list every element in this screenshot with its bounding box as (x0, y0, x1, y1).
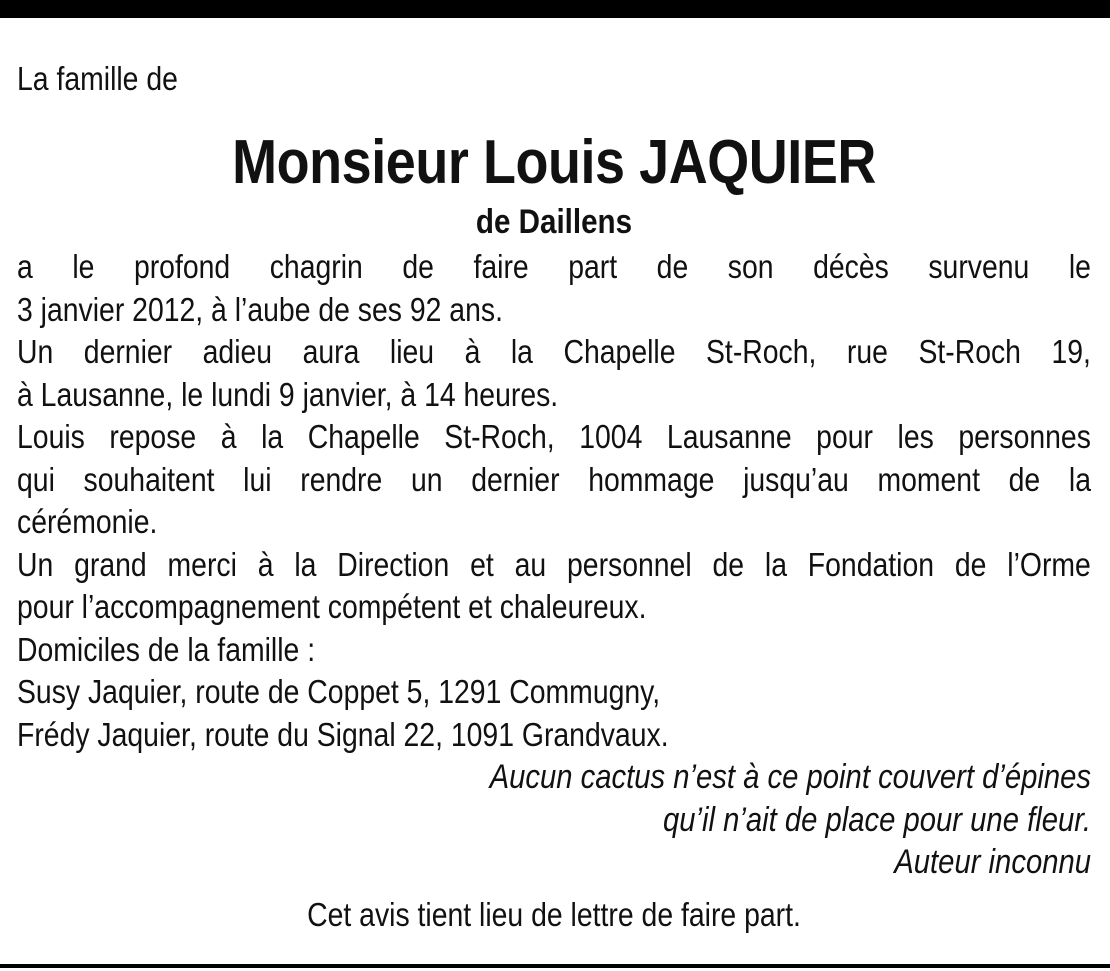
word: un (410, 460, 443, 498)
word: les (897, 418, 934, 455)
word: Direction (337, 545, 450, 583)
word: Un (17, 545, 54, 583)
quote-line: qu’il n’ait de place pour une fleur. (662, 800, 1091, 839)
paragraph-line: cérémonie. (17, 503, 158, 540)
quote-author: Auteur inconnu (894, 843, 1091, 881)
word: Chapelle (307, 418, 420, 455)
word: repose (109, 418, 197, 455)
word: de (954, 545, 987, 583)
word: Lausanne (666, 418, 792, 455)
deceased-origin: de Daillens (475, 203, 633, 241)
word: de (1008, 460, 1041, 498)
word: qui (17, 460, 55, 498)
word: St-Roch (918, 333, 1021, 370)
word: part (568, 248, 618, 285)
word: pour (816, 418, 873, 455)
word: 1004 (579, 418, 643, 455)
word: décès (813, 248, 889, 285)
word: faire (473, 248, 529, 285)
word: dernier (83, 333, 173, 370)
word: jusqu’au (743, 460, 849, 498)
word: grand (74, 545, 147, 583)
obituary-notice (17, 58, 1091, 936)
word: dernier (471, 460, 560, 498)
paragraph-line: 3 janvier 2012, à l’aube de ses 92 ans. (17, 290, 503, 328)
word: le (1068, 248, 1091, 285)
word: adieu (202, 333, 273, 370)
word: la (1068, 460, 1091, 498)
paragraph-line (17, 544, 1091, 587)
top-border-rule (0, 0, 1110, 18)
word: lieu (389, 333, 435, 370)
word: a (17, 248, 33, 285)
paragraph-line: à Lausanne, le lundi 9 janvier, à 14 heures. (17, 375, 559, 413)
paragraph-line (17, 416, 1091, 459)
word: aura (302, 333, 360, 370)
notice-body (17, 246, 1091, 756)
family-address: Frédy Jaquier, route du Signal 22, 1091 Grandvaux. (17, 715, 669, 753)
word: personnel (566, 545, 692, 583)
paragraph-line (17, 331, 1091, 374)
word: rue (846, 333, 888, 370)
word: Fondation (807, 545, 935, 583)
word: au (514, 545, 547, 583)
word: à (257, 545, 274, 583)
word: et (470, 545, 494, 583)
paragraph-line (17, 459, 1091, 502)
bottom-border-rule (0, 964, 1110, 968)
word: personnes (958, 418, 1091, 455)
paragraph-line: pour l’accompagnement compétent et chaleureux. (17, 588, 647, 625)
word: hommage (588, 460, 715, 498)
word: de (402, 248, 434, 285)
closing-statement: Cet avis tient lieu de lettre de faire part. (307, 895, 801, 933)
word: de (656, 248, 689, 285)
word: Chapelle (563, 333, 676, 370)
word: la (764, 545, 787, 583)
word: St-Roch, (444, 418, 555, 455)
word: chagrin (269, 248, 363, 285)
word: Louis (17, 418, 85, 455)
word: la (261, 418, 284, 455)
word: l’Orme (1007, 545, 1091, 583)
word: lui (243, 460, 272, 498)
word: la (294, 545, 317, 583)
word: de (712, 545, 745, 583)
word: moment (877, 460, 980, 498)
family-addresses-heading: Domiciles de la famille : (17, 630, 316, 668)
word: la (510, 333, 533, 370)
word: souhaitent (83, 460, 215, 498)
word: survenu (928, 248, 1030, 285)
word: à (220, 418, 237, 455)
word: à (464, 333, 481, 370)
word: son (727, 248, 774, 285)
family-address: Susy Jaquier, route de Coppet 5, 1291 Commugny, (17, 673, 661, 710)
word: merci (167, 545, 237, 583)
word: Un (17, 333, 54, 370)
paragraph-line (17, 246, 1091, 289)
quote-line: Aucun cactus n’est à ce point couvert d’épines (489, 758, 1091, 796)
word: rendre (300, 460, 383, 498)
word: St-Roch, (706, 333, 817, 370)
word: 19, (1051, 333, 1091, 370)
deceased-name: Monsieur Louis JAQUIER (232, 128, 876, 197)
intro-text: La famille de (17, 60, 178, 97)
word: le (72, 248, 95, 285)
word: profond (133, 248, 231, 285)
